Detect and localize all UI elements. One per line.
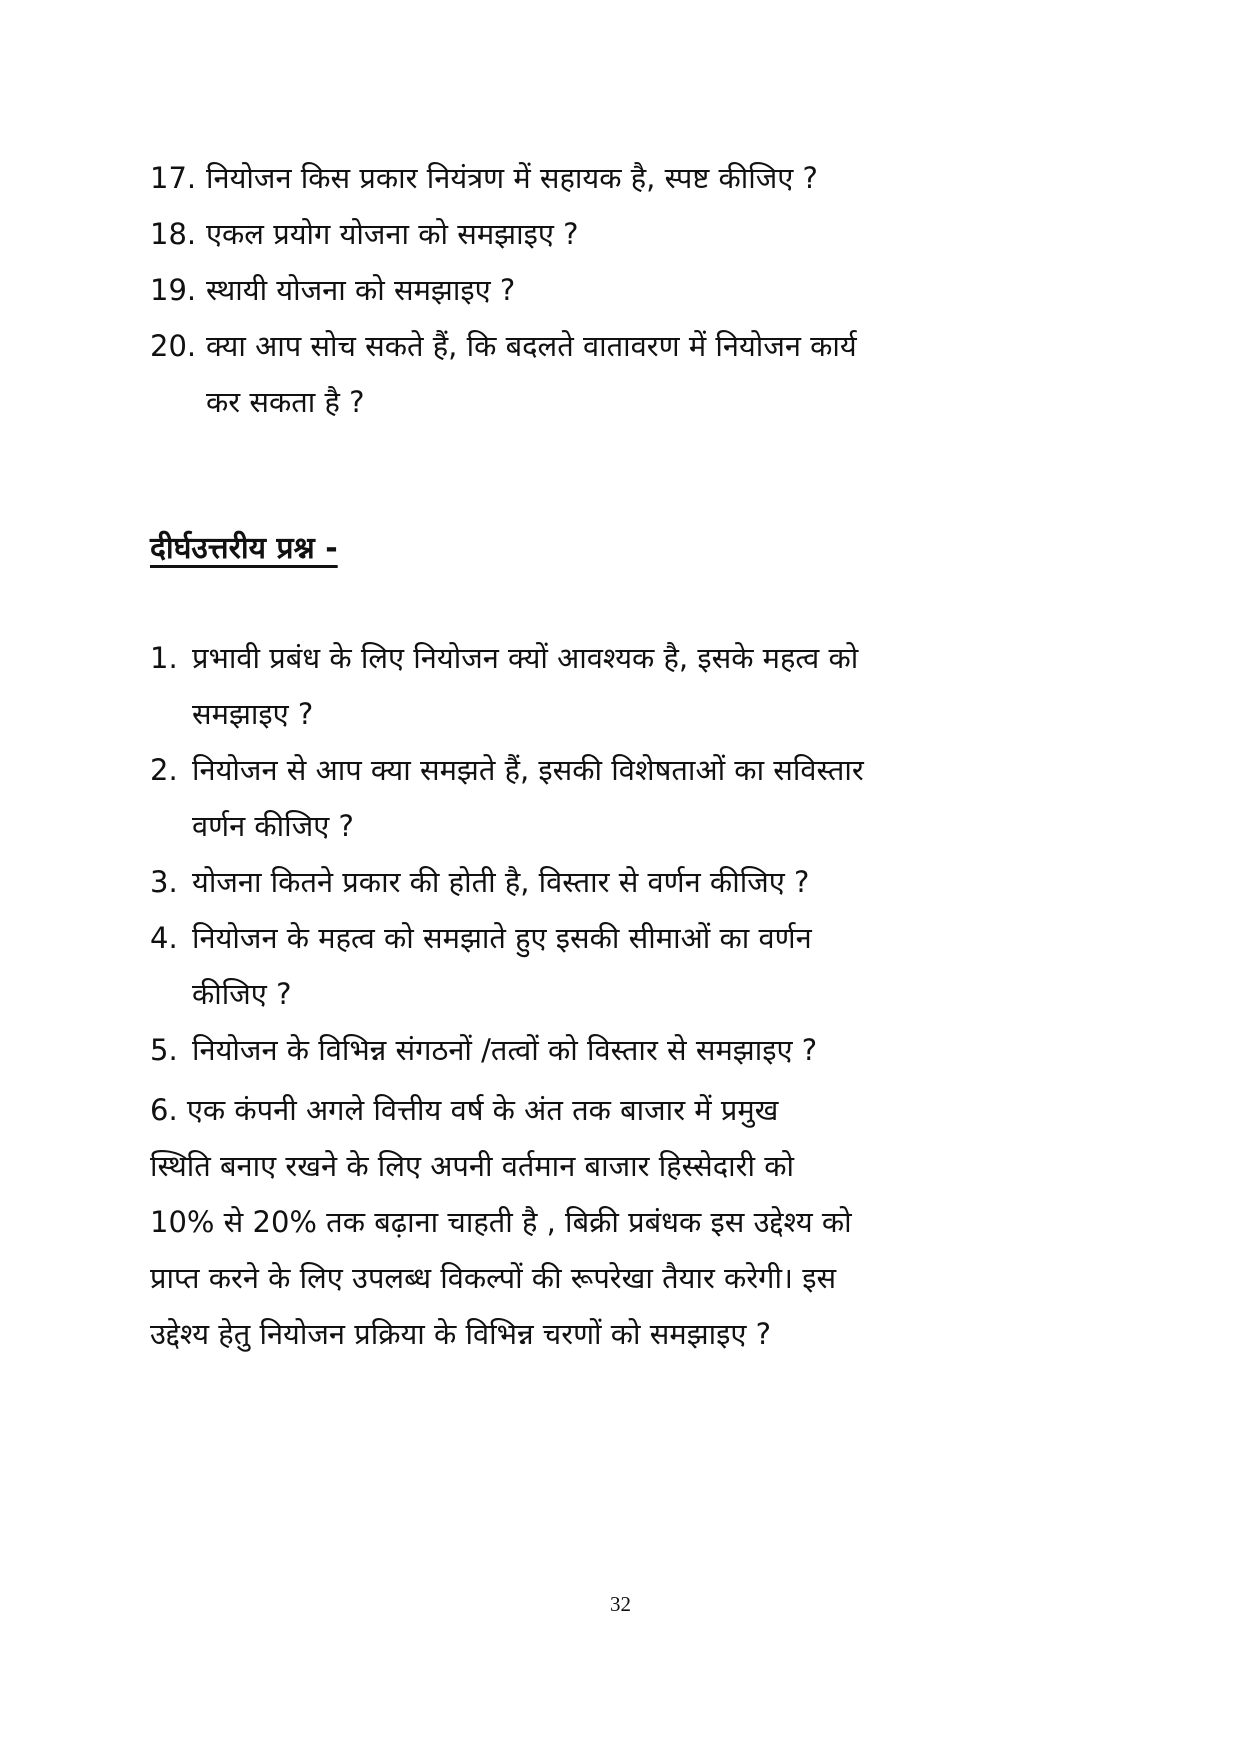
question-item: [150, 854, 1090, 910]
question-item: [150, 630, 1090, 742]
question-text: [206, 206, 1090, 262]
question-line: नियोजन से आप क्या समझते हैं, इसकी विशेषताओं का सविस्तार: [192, 753, 864, 787]
question-line: प्रभावी प्रबंध के लिए नियोजन क्यों आवश्यक है, इसके महत्व को: [192, 641, 859, 675]
question-number: 1.: [150, 641, 178, 675]
paragraph-line: उद्देश्य हेतु नियोजन प्रक्रिया के विभिन्न चरणों को समझाइए ?: [150, 1317, 772, 1351]
question-text: [192, 742, 1090, 854]
question-6-paragraph: [150, 1082, 1090, 1362]
question-item: [150, 910, 1090, 1022]
paragraph-line: 6. एक कंपनी अगले वित्तीय वर्ष के अंत तक बाजार में प्रमुख: [150, 1093, 779, 1127]
question-line: समझाइए ?: [192, 697, 314, 731]
question-item: [150, 1022, 1090, 1078]
paragraph-line: स्थिति बनाए रखने के लिए अपनी वर्तमान बाजार हिस्सेदारी को: [150, 1149, 795, 1183]
question-text: [192, 854, 1090, 910]
question-line: कर सकता है ?: [206, 385, 365, 419]
question-line: एकल प्रयोग योजना को समझाइए ?: [206, 217, 579, 251]
short-questions-list: [150, 150, 1090, 430]
long-answer-heading: दीर्घउत्तरीय प्रश्न -: [150, 531, 338, 566]
question-number: 19.: [150, 273, 197, 307]
question-text: [192, 910, 1090, 1022]
long-questions-list: [150, 630, 1090, 1078]
paragraph-line: 10% से 20% तक बढ़ाना चाहती है , बिक्री प्रबंधक इस उद्देश्य को: [150, 1205, 852, 1239]
question-line: वर्णन कीजिए ?: [192, 809, 354, 843]
question-line: कीजिए ?: [192, 977, 292, 1011]
question-line: नियोजन किस प्रकार नियंत्रण में सहायक है, स्पष्ट कीजिए ?: [206, 161, 818, 195]
question-text: [206, 262, 1090, 318]
question-text: [192, 630, 1090, 742]
question-line: स्थायी योजना को समझाइए ?: [206, 273, 516, 307]
question-line: नियोजन के महत्व को समझाते हुए इसकी सीमाओं का वर्णन: [192, 921, 812, 955]
question-item: [150, 262, 1090, 318]
question-number: 20.: [150, 329, 197, 363]
question-item: [150, 150, 1090, 206]
question-number: 17.: [150, 161, 197, 195]
question-line: नियोजन के विभिन्न संगठनों /तत्वों को विस्तार से समझाइए ?: [192, 1033, 818, 1067]
question-number: 5.: [150, 1033, 178, 1067]
question-text: [206, 150, 1090, 206]
question-number: 2.: [150, 753, 178, 787]
question-item: [150, 206, 1090, 262]
question-line: योजना कितने प्रकार की होती है, विस्तार से वर्णन कीजिए ?: [192, 865, 810, 899]
page-number: 32: [610, 1592, 631, 1616]
question-number: 4.: [150, 921, 178, 955]
question-line: क्या आप सोच सकते हैं, कि बदलते वातावरण में नियोजन कार्य: [206, 329, 857, 363]
question-text: [192, 1022, 1090, 1078]
paragraph-line: प्राप्त करने के लिए उपलब्ध विकल्पों की रूपरेखा तैयार करेगी। इस: [150, 1261, 837, 1295]
question-number: 18.: [150, 217, 197, 251]
question-item: [150, 318, 1090, 430]
question-item: [150, 742, 1090, 854]
question-text: [206, 318, 1090, 430]
question-number: 3.: [150, 865, 178, 899]
